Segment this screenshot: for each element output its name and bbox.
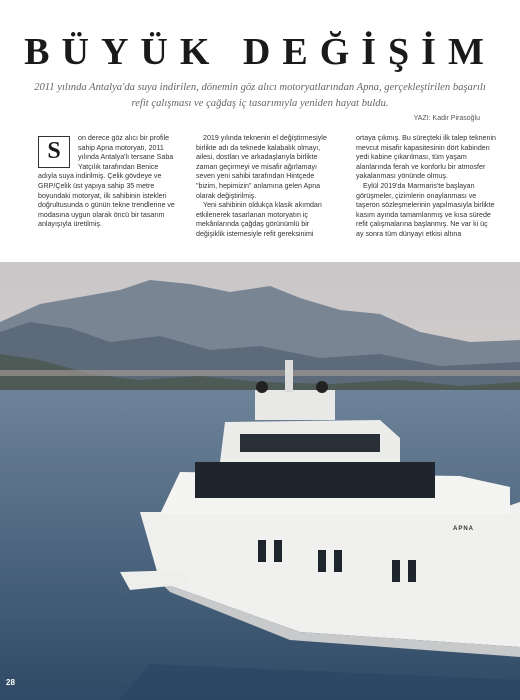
paragraph: Eylül 2019'da Marmaris'te başlayan görüşmeler, çizimlerin onaylanması ve taşeron sözleşmelerinin yapılmasıyla birlikte kasım ayında tamamlanmış ve kısa sürede refit çalışmalarına başlanmış. Ne var ki üç ay sonra tüm dünyayı etkisi altına — [356, 181, 495, 238]
radome — [316, 381, 328, 393]
hull-window — [334, 550, 342, 572]
hull-window — [258, 540, 266, 562]
column-2 — [196, 134, 336, 240]
article-subtitle: 2011 yılında Antalya'da suya indirilen, dönemin göz alıcı motoryatlarından Apna, gerçekleştirilen başarılı refit çalışması ve çağdaş iç tasarımıyla yeniden hayat buldu. — [34, 82, 486, 109]
yacht-photo — [0, 262, 520, 700]
paragraph: 2019 yılında teknenin el değiştirmesiyle birlikte adı da teknede kalabalık olmayı, ailesi, dostları ve arkadaşlarıyla birlikte zaman geçirmeyi ve misafir ağırlamayı seven yeni sahibi tarafından Hintçede "bizim, hepimizin" anlamına gelen Apna olarak değiştirilmiş. — [196, 134, 327, 200]
paragraph: ortaya çıkmış. Bu süreçteki ilk talep teknenin mevcut misafir kapasitesinin dört kabinden yedi kabine çıkarılması, tüm yaşam alanlarında ferah ve konforlu bir atmosfer yakalanması yönünde olmuş. — [356, 134, 496, 181]
boat-name-label: APNA — [453, 526, 475, 532]
column-3 — [356, 134, 496, 240]
yacht-illustration — [0, 262, 520, 700]
upper-windows — [240, 434, 380, 452]
article-byline: YAZI: Kadir Pirasoğlu — [413, 115, 480, 122]
radome — [256, 381, 268, 393]
column-1 — [38, 134, 178, 230]
article-title: BÜYÜK DEĞİŞİM — [24, 31, 496, 73]
page-number: 28 — [6, 678, 15, 687]
flybridge — [255, 390, 335, 420]
paragraph: on derece göz alıcı bir profile sahip Apna motoryatı, 2011 yılında Antalya'lı tersane Saba Yatçılık tarafından Benice adıyla suya indirilmiş. Çelik gövdeye ve GRP/Çelik üst yapıya sahip 35 metre boyundaki motoryat, ilk sahibinin istekleri doğrultusunda o günün tekne trendlerine ve modasına uygun olarak öncü bir tasarım anlayışıyla üretilmiş. — [38, 134, 175, 229]
hull-window — [318, 550, 326, 572]
paragraph: Yeni sahibinin oldukça klasik akımdan etkilenerek tasarlanan motoryatın iç mekânlarında çağdaş görünümlü bir değişiklik istemesiyle refit gereksinimi — [196, 201, 322, 238]
hull-window — [392, 560, 400, 582]
hull-window — [408, 560, 416, 582]
town — [0, 370, 520, 376]
mast — [285, 360, 293, 392]
saloon-windows — [195, 462, 435, 498]
drop-cap: S — [38, 136, 70, 168]
hull-window — [274, 540, 282, 562]
